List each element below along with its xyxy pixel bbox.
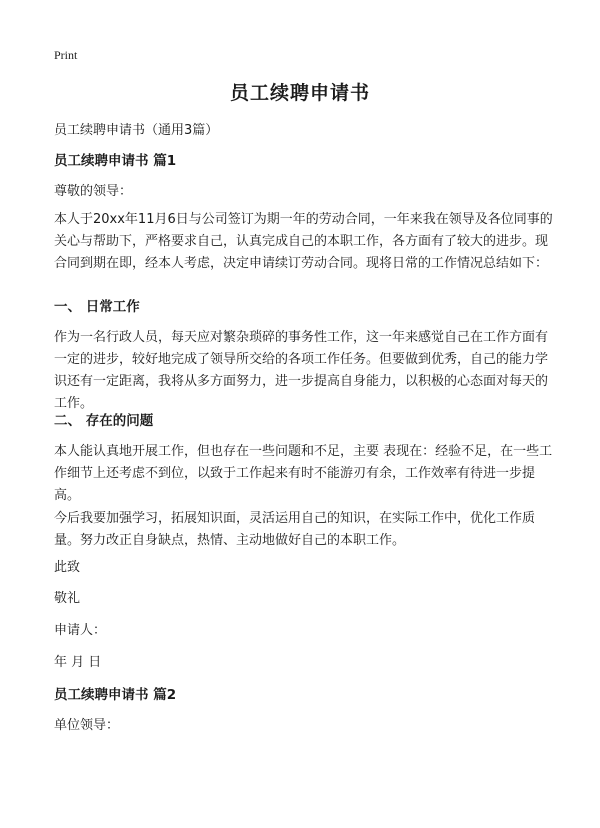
paragraph-plan: 今后我要加强学习，拓展知识面，灵活运用自己的知识，在实际工作中，优化工作质量。努力改正自身缺点，热情、主动地做好自己的本职工作。 [54,511,536,548]
document-title: 员工续聘申请书 [229,82,370,104]
salutation-1: 尊敬的领导： [54,184,133,199]
closing-line-1: 此致 [54,560,81,575]
heading-issues: 二、 存在的问题 [54,413,154,429]
paragraph-issues: 本人能认真地开展工作，但也存在一些问题和不足，主要 表现在：经验不足，在一些工作细节上还考虑不到位，以致于工作起来有时不能游刃有余，工作效率有待进一步提高。 [54,444,553,503]
heading-daily-work: 一、 日常工作 [54,299,140,315]
paragraph-intro: 本人于20xx年11月6日与公司签订为期一年的劳动合同，一年来我在领导及各位同事的关心与帮助下，严格要求自己，认真完成自己的本职工作，各方面有了较大的进步。现合同到期在即，经本人考虑，决定申请续订劳动合同。现将日常的工作情况总结如下： [54,212,553,271]
date-line: 年 月 日 [54,655,102,670]
paragraph-daily-work: 作为一名行政人员，每天应对繁杂琐碎的事务性工作，这一年来感觉自己在工作方面有一定的进步，较好地完成了领导所交给的各项工作任务。但要做到优秀，自己的能力学识还有一定距离，我将从多方面努力，进一步提高自身能力，以积极的心态面对每天的工作。 [54,330,549,411]
section1-heading: 员工续聘申请书 篇1 [54,153,177,169]
document-subtitle: 员工续聘申请书（通用3篇） [54,123,219,138]
print-label: Print [54,48,78,62]
salutation-2: 单位领导： [54,718,120,733]
closing-line-2: 敬礼 [54,591,81,606]
applicant-line: 申请人： [54,623,107,638]
section2-heading: 员工续聘申请书 篇2 [54,687,177,703]
